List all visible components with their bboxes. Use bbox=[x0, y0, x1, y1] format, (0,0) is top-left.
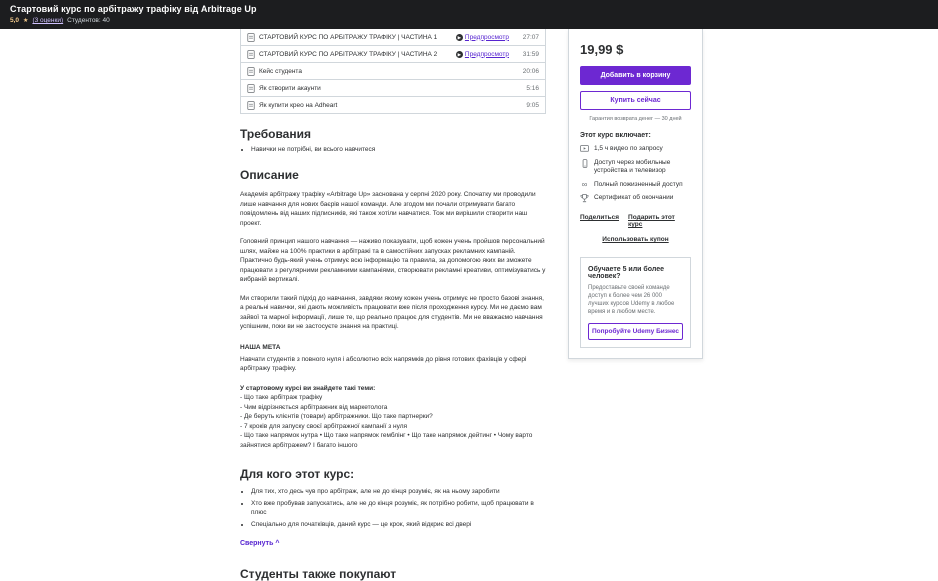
curriculum-list bbox=[240, 29, 546, 114]
rating-value: 5,0 bbox=[10, 17, 20, 24]
include-item bbox=[580, 194, 691, 203]
course-for-section bbox=[240, 467, 546, 550]
topics-intro: У стартовому курсі ви знайдете такі теми: bbox=[240, 384, 376, 392]
lecture-doc-icon bbox=[247, 101, 255, 110]
gift-course-link[interactable]: Подарить этот курс bbox=[628, 214, 675, 228]
topic-item: - Що таке напрямок нутра • Що таке напрямок гемблінг • Що таке напрямок дейтинг • Чому варто зайнятися арбітражем? І багато іншого bbox=[240, 432, 533, 449]
topic-item: - Чим відрізняється арбітражник від маркетолога bbox=[240, 403, 388, 411]
topic-item: - 7 кроків для запуску своєї арбітражної кампанії з нуля bbox=[240, 422, 408, 430]
requirement-item: • Навички не потрібні, ви всього навчитеся bbox=[251, 145, 546, 154]
course-price: 19,99 $ bbox=[580, 42, 624, 57]
infinity-icon: ∞ bbox=[581, 179, 588, 189]
lecture-duration: 27:07 bbox=[522, 33, 539, 41]
course-for-item: • Спеціально для початківців, даний курс — це крок, який відкриє всі двері bbox=[251, 520, 546, 529]
lecture-row[interactable] bbox=[241, 29, 545, 45]
try-udemy-business-button[interactable]: Попробуйте Udemy Бизнес bbox=[588, 323, 683, 340]
lecture-title: Як створити акаунти bbox=[259, 84, 321, 92]
preview-link-wrap[interactable] bbox=[456, 51, 509, 58]
preview-link[interactable]: Предпросмотр bbox=[464, 50, 509, 58]
include-item bbox=[580, 145, 691, 154]
include-item bbox=[580, 159, 691, 176]
include-label: Полный пожизненный доступ bbox=[594, 180, 683, 188]
star-icon: ★ bbox=[23, 18, 29, 24]
business-box bbox=[580, 257, 691, 348]
course-title: Стартовий курс по арбітражу трафіку від Arbitrage Up bbox=[10, 4, 257, 14]
play-circle-icon: ▶ bbox=[457, 34, 462, 40]
lecture-doc-icon bbox=[247, 67, 255, 76]
include-label: Доступ через мобильные устройства и телевизор bbox=[594, 158, 671, 174]
lecture-duration: 9:05 bbox=[526, 101, 539, 109]
course-header bbox=[0, 0, 938, 29]
include-item bbox=[580, 181, 691, 190]
lecture-duration: 20:06 bbox=[522, 67, 539, 75]
lecture-doc-icon bbox=[247, 84, 255, 93]
apply-coupon-link[interactable]: Использовать купон bbox=[602, 236, 669, 243]
collapse-label: Свернуть bbox=[240, 540, 274, 547]
preview-link-wrap[interactable] bbox=[456, 34, 509, 41]
course-meta bbox=[10, 17, 928, 24]
lecture-title: Кейс студента bbox=[259, 67, 302, 75]
lecture-title: СТАРТОВИЙ КУРС ПО АРБІТРАЖУ ТРАФІКУ | ЧАСТИНА 2 bbox=[259, 50, 438, 58]
purchase-sidebar bbox=[568, 29, 703, 359]
money-back-guarantee: Гарантия возврата денег — 30 дней bbox=[589, 116, 682, 122]
topic-item: - Де беруть клієнтів (товари) арбітражники. Що таке партнерки? bbox=[240, 413, 433, 420]
lecture-title: Як купити крео на Adheart bbox=[259, 101, 338, 109]
lecture-doc-icon bbox=[247, 33, 255, 42]
lecture-duration: 31:59 bbox=[522, 50, 539, 58]
course-for-title: Для кого этот курс: bbox=[240, 467, 355, 481]
play-circle-icon: ▶ bbox=[457, 51, 462, 57]
main-content bbox=[240, 29, 546, 581]
also-bought-title: Студенты также покупают bbox=[240, 567, 397, 581]
lecture-row[interactable] bbox=[241, 62, 545, 79]
share-link[interactable]: Поделиться bbox=[580, 214, 620, 221]
reviews-link[interactable]: (3 оценки) bbox=[32, 17, 64, 24]
includes-title: Этот курс включает: bbox=[580, 132, 651, 139]
description-paragraph: Академія арбітражу трафіку «Arbitrage Up» заснована у серпні 2020 року. Спочатку ми проводили лише навчання для нових баєрів нашої команди. Але згодом ми почали отримувати багато повідомлень від наших підписників, які також хотіли навчатися. Тож ми вирішили створити наш проект. bbox=[240, 191, 536, 227]
mobile-icon bbox=[580, 159, 589, 168]
description-title: Описание bbox=[240, 168, 299, 182]
lecture-row[interactable] bbox=[241, 79, 545, 96]
goal-heading: НАША МЕТА bbox=[240, 343, 281, 351]
preview-link[interactable]: Предпросмотр bbox=[464, 33, 509, 41]
topic-item: - Що таке арбітраж трафіку bbox=[240, 394, 323, 401]
lecture-title: СТАРТОВИЙ КУРС ПО АРБІТРАЖУ ТРАФІКУ | ЧАСТИНА 1 bbox=[259, 33, 438, 41]
course-for-item: • Хто вже пробував запускатись, але не до кінця розуміє, як потрібно робити, щоб працювати в плюс bbox=[251, 499, 546, 517]
lecture-doc-icon bbox=[247, 50, 255, 59]
students-count: Студентов: 40 bbox=[67, 17, 110, 24]
lecture-row[interactable] bbox=[241, 45, 545, 62]
lecture-row[interactable] bbox=[241, 96, 545, 113]
business-title: Обучаете 5 или более человек? bbox=[588, 266, 664, 280]
description-paragraph: Головний принцип нашого навчання — наживо показувати, щоб кожен учень пройшов персональний шлях, майже на 100% практики в арбітражі та в самостійних запусках рекламних кампаній. Практично будь-який учень отримує всю інформацію та правила, за допомогою яких ви зможете працювати з регулярними рекламними кампаніями, створювати рекламні креативи, оптимізуватись у вибраній вертикалі. bbox=[240, 238, 546, 283]
lecture-duration: 5:16 bbox=[526, 84, 539, 92]
share-actions bbox=[580, 214, 691, 228]
collapse-link[interactable] bbox=[240, 540, 279, 547]
course-for-item: • Для тих, хто десь чув про арбітраж, але не до кінця розуміє, як на ньому заробити bbox=[251, 487, 546, 496]
description-section bbox=[240, 168, 546, 450]
include-label: Сертификат об окончании bbox=[594, 194, 674, 201]
buy-now-button[interactable]: Купить сейчас bbox=[580, 91, 691, 110]
chevron-up-icon: ^ bbox=[275, 540, 280, 547]
certificate-icon bbox=[580, 194, 589, 203]
business-text: Предоставьте своей команде доступ к более чем 26 000 лучших курсов Udemy в любое время и в любом месте. bbox=[588, 285, 675, 315]
requirements-section bbox=[240, 127, 546, 154]
include-label: 1,5 ч видео по запросу bbox=[594, 145, 663, 152]
description-paragraph: Ми створили такий підхід до навчання, завдяки якому кожен учень отримує не просто базові знання, а реальні навички, які дають можливість працювати вже після проходження курсу. Ми не даємо вам зайвої та марної інформації, лише те, що реально працює для студентів. Ми не вважаємо навчання успішним, поки ви не застосуєте знання на практиці. bbox=[240, 294, 544, 330]
add-to-cart-button[interactable]: Добавить в корзину bbox=[580, 66, 691, 85]
video-icon bbox=[580, 145, 589, 153]
goal-text: Навчати студентів з повного нуля і абсолютно всіх напрямків до рівня готових фахівців у сфері арбітражу трафіку. bbox=[240, 355, 527, 372]
requirements-title: Требования bbox=[240, 127, 311, 141]
